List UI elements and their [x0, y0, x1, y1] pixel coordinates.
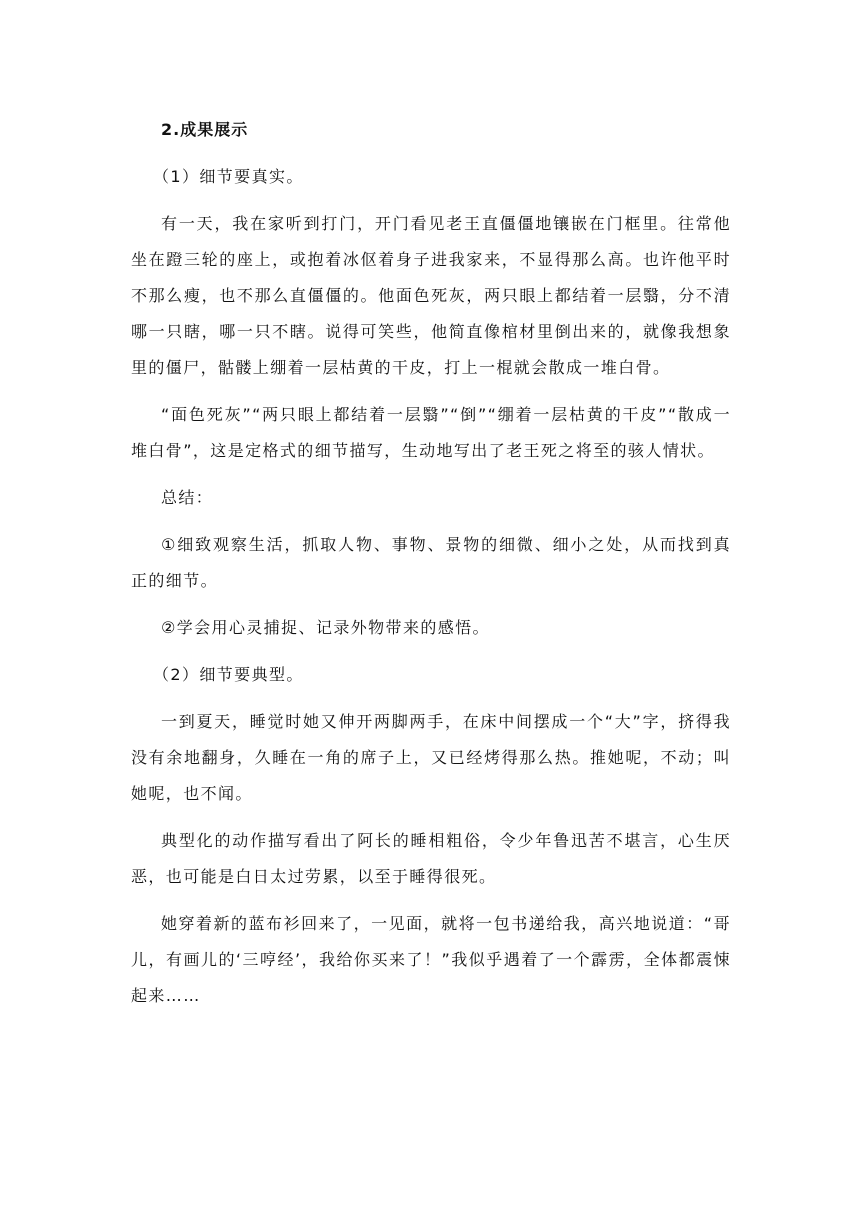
paragraph-summary-point-2: ②学会用心灵捕捉、记录外物带来的感悟。 — [161, 618, 490, 637]
subheading-detail-real: （1）细节要真实。 — [153, 167, 304, 186]
paragraph-analysis-achang: 典型化的动作描写看出了阿长的睡相粗俗，令少年鲁迅苦不堪言，心生厌恶，也可能是白日太过劳累，以至于睡得很死。 — [131, 831, 731, 886]
paragraph-summary-label: 总结： — [161, 488, 214, 507]
paragraph-excerpt-achang-sleep: 一到夏天，睡觉时她又伸开两脚两手，在床中间摆成一个“大”字，挤得我没有余地翻身，久睡在一角的席子上，又已经烤得那么热。推她呢，不动；叫她呢，也不闻。 — [131, 712, 731, 803]
paragraph-summary-point-1: ①细致观察生活，抓取人物、事物、景物的细微、细小之处，从而找到真正的细节。 — [131, 535, 731, 590]
paragraph-excerpt-laowang: 有一天，我在家听到打门，开门看见老王直僵僵地镶嵌在门框里。往常他坐在蹬三轮的座上，或抱着冰伛着身子进我家来，不显得那么高。也许他平时不那么瘦，也不那么直僵僵的。他面色死灰，两只眼上都结着一层翳，分不清哪一只瞎，哪一只不瞎。说得可笑些，他简直像棺材里倒出来的，就像我想象里的僵尸，骷髅上绷着一层枯黄的干皮，打上一棍就会散成一堆白骨。 — [131, 214, 731, 377]
subheading-detail-typical: （2）细节要典型。 — [153, 665, 304, 684]
document-body — [131, 112, 731, 1025]
paragraph-analysis-laowang: “面色死灰”“两只眼上都结着一层翳”“倒”“绷着一层枯黄的干皮”“散成一堆白骨”，这是定格式的细节描写，生动地写出了老王死之将至的骇人情状。 — [131, 405, 731, 460]
section-title: 2.成果展示 — [161, 120, 249, 139]
paragraph-excerpt-achang-book: 她穿着新的蓝布衫回来了，一见面，就将一包书递给我，高兴地说道：“哥儿，有画儿的‘三哼经’，我给你买来了！”我似乎遇着了一个霹雳，全体都震悚起来…… — [131, 914, 731, 1005]
